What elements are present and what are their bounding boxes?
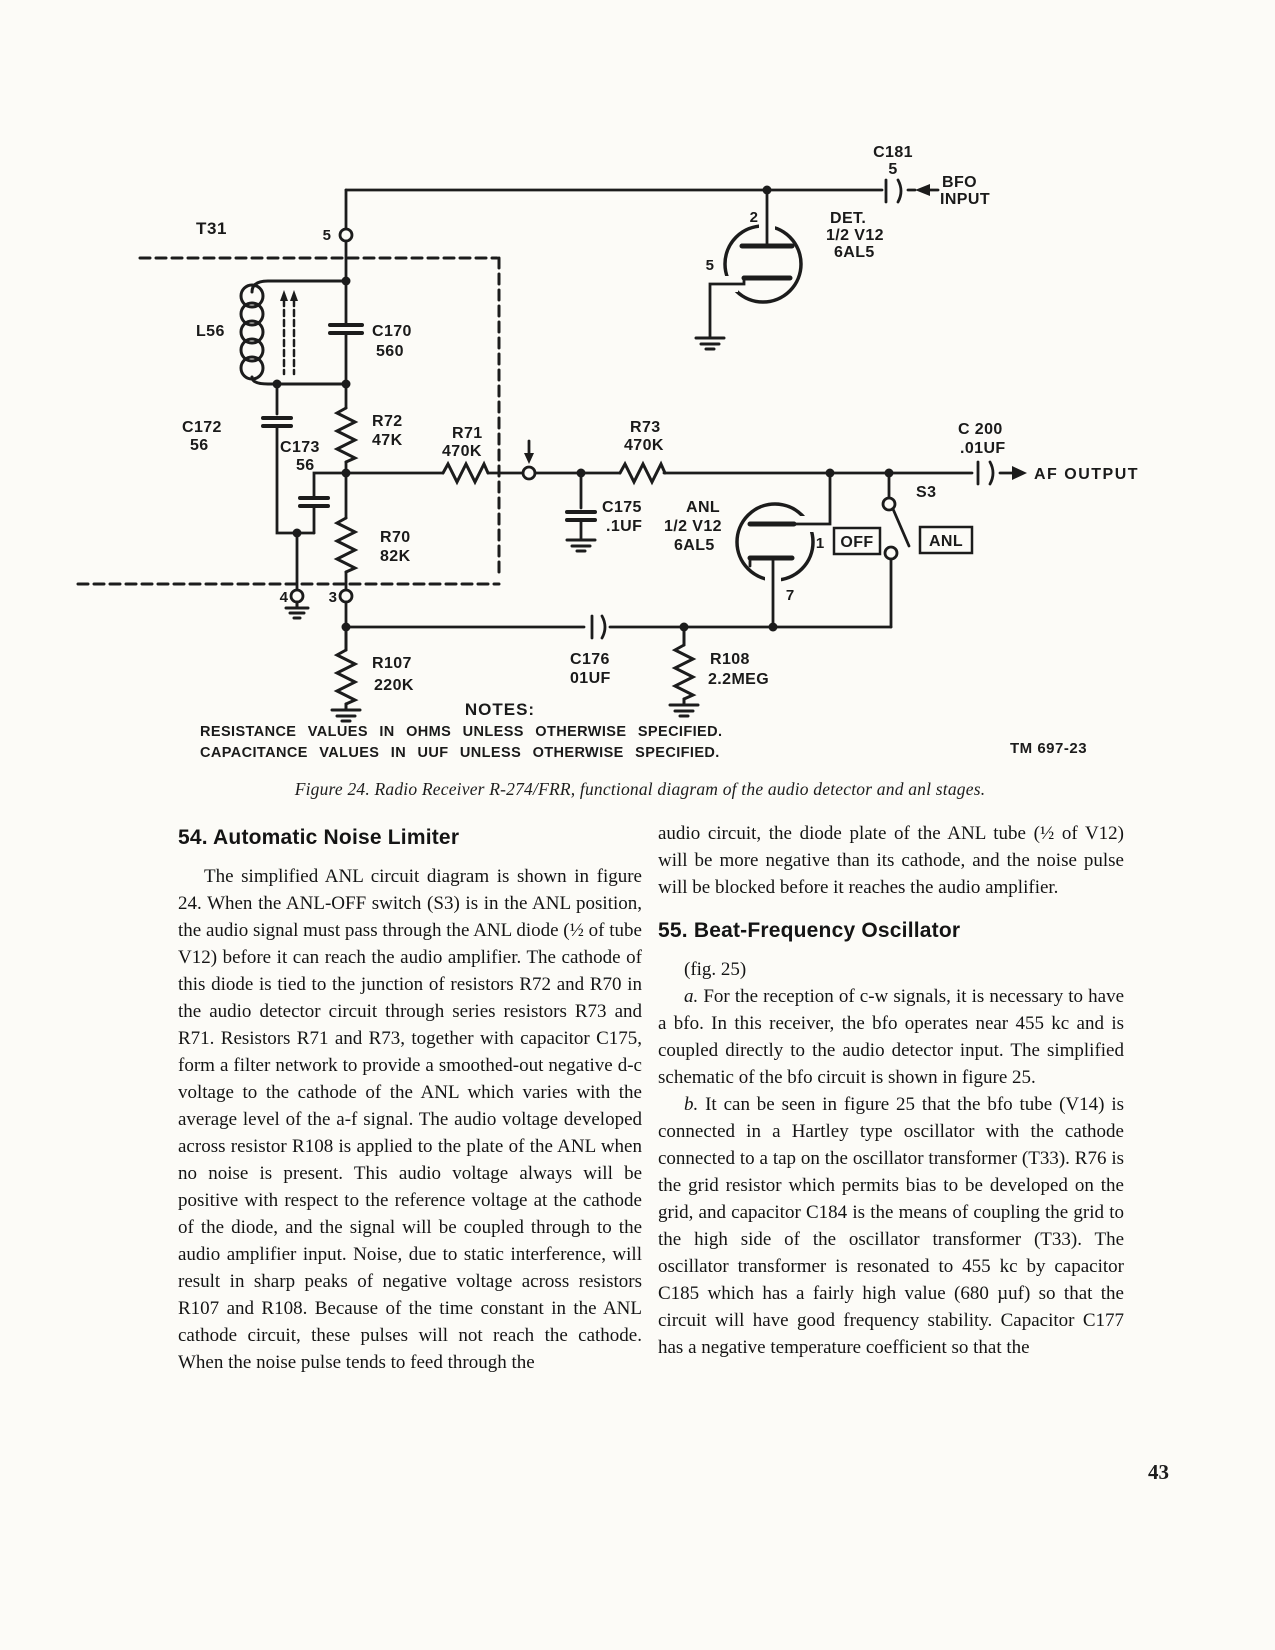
section-54-paragraph: The simplified ANL circuit diagram is shown in figure 24. When the ANL-OFF switch (S3) is in the ANL position, the audio signal must pass through the ANL diode (½ of tube V12) before it can reach the audio amplifier. The cathode of this diode is tied to the junction of resistors R72 and R70 in the audio detector circuit through series resistors R73 and R71. Resistors R71 and R73, together with capacitor C175, form a filter network to provide a smoothed-out negative d-c voltage to the cathode of the ANL which varies with the average level of the a-f signal. The audio voltage developed across resistor R108 is applied to the plate of the ANL when no noise is present. This audio voltage always will be positive with respect to the reference voltage at the cathode of the diode, and the signal will be coupled through to the audio amplifier input. Noise, due to static interference, will result in sharp peaks of negative voltage across resistors R107 and R108. Because of the time constant in the ANL cathode circuit, these pulses will not reach the cathode. When the noise pulse tends to feed through the: [178, 866, 642, 1373]
resistor-r70: [337, 518, 355, 572]
section-54-continuation: audio circuit, the diode plate of the ANL tube (½ of V12) will be more negative than its cathode, and the noise pulse will be blocked before it reaches the audio amplifier.: [658, 823, 1124, 898]
bfo-arrow-icon: [915, 184, 930, 196]
label-det1: DET.: [830, 210, 867, 227]
label-anl3: 6AL5: [674, 537, 715, 554]
label-c200-val: .01UF: [960, 440, 1006, 457]
label-c172-ref: C172: [182, 419, 222, 436]
page-number: 43: [1148, 1460, 1169, 1484]
label-sw-off: OFF: [840, 534, 874, 551]
figure-caption: Figure 24. Radio Receiver R-274/FRR, functional diagram of the audio detector and anl stages.: [294, 779, 986, 799]
resistor-r73: [620, 464, 665, 482]
tm-reference: TM 697-23: [1010, 740, 1088, 757]
label-r71-ref: R71: [452, 425, 483, 442]
terminal-junction: [523, 467, 535, 479]
label-sw-anl: ANL: [928, 533, 964, 550]
label-term3: 3: [328, 589, 337, 606]
label-af-output: AF OUTPUT: [1034, 466, 1140, 483]
terminal-4: [291, 590, 303, 602]
label-det2: 1/2 V12: [826, 227, 884, 244]
transformer-boundary-dashed: [78, 258, 499, 584]
label-r73-ref: R73: [630, 419, 661, 436]
label-c172-val: 56: [190, 437, 209, 454]
ground-det-icon: [696, 338, 724, 349]
section-55-paragraph-a: [658, 983, 1124, 1091]
left-column: [178, 824, 642, 1376]
core-arrow-icon: [290, 290, 298, 301]
label-c176-val: 01UF: [570, 670, 611, 687]
capacitor-c181: [886, 180, 901, 202]
label-pin1: 1: [815, 535, 825, 552]
right-column: [658, 820, 1124, 1361]
label-r108-ref: R108: [710, 651, 750, 668]
label-c181-val: 5: [888, 161, 898, 178]
label-c170-ref: C170: [372, 323, 412, 340]
notes-heading: NOTES:: [464, 700, 536, 719]
label-r70-val: 82K: [380, 548, 411, 565]
af-output-arrow-icon: [1012, 466, 1027, 480]
label-c181-ref: C181: [873, 144, 913, 161]
label-pin7: 7: [785, 587, 795, 604]
label-term4: 4: [279, 589, 288, 606]
label-r107-val: 220K: [374, 677, 414, 694]
section-55-paragraph-b: [658, 1091, 1124, 1361]
core-arrow-icon: [280, 290, 288, 301]
label-s3: S3: [916, 484, 937, 501]
label-anl2: 1/2 V12: [664, 518, 722, 535]
section-55-heading: 55. Beat-Frequency Oscillator: [658, 919, 961, 942]
terminal-5: [340, 229, 352, 241]
terminal-3: [340, 590, 352, 602]
notes-line: CAPACITANCE VALUES IN UUF UNLESS OTHERWISE SPECIFIED.: [200, 745, 720, 761]
resistor-r71: [443, 464, 488, 482]
core-lines-icon: [284, 300, 294, 374]
label-c170-val: 560: [376, 343, 404, 360]
notes-line: RESISTANCE VALUES IN OHMS UNLESS OTHERWISE SPECIFIED.: [200, 724, 723, 740]
paragraph-b-label: b.: [684, 1094, 699, 1115]
ground-terminal4-icon: [286, 602, 308, 618]
section-54-heading: 54. Automatic Noise Limiter: [178, 826, 460, 849]
schematic-figure-24: [0, 0, 1275, 810]
label-r72-ref: R72: [372, 413, 403, 430]
label-c176-ref: C176: [570, 651, 610, 668]
label-r108-val: 2.2MEG: [708, 671, 770, 688]
label-pin5: 5: [705, 257, 714, 274]
resistor-r72: [337, 408, 355, 462]
label-r73-val: 470K: [624, 437, 664, 454]
resistor-r107: [337, 627, 355, 710]
label-r70-ref: R70: [380, 529, 411, 546]
figure-25-reference: (fig. 25): [684, 959, 747, 980]
label-anl1: ANL: [686, 499, 721, 516]
resistor-r108: [675, 627, 693, 705]
down-arrow-icon: [524, 441, 534, 464]
label-term5: 5: [322, 227, 331, 244]
capacitor-c200: [978, 462, 993, 484]
label-c175-val: .1UF: [606, 518, 643, 535]
paragraph-a-label: a.: [684, 986, 699, 1007]
paragraph-b-text: It can be seen in figure 25 that the bfo tube (V14) is connected in a Hartley type oscillator with the cathode connected to a tap on the oscillator transformer (T33). R76 is the grid resistor which permits bias to be developed on the grid, and capacitor C184 is the means of coupling the grid to the high side of the oscillator transformer (T33). The oscillator transformer is resonated to 455 kc by capacitor C185 which has a fairly high value (680 µuf) so that the circuit will have good frequency stability. Capacitor C177 has a negative temperature coefficient so that the: [658, 1094, 1124, 1358]
label-det3: 6AL5: [834, 244, 875, 261]
label-r107-ref: R107: [372, 655, 412, 672]
capacitor-c175-branch: [567, 473, 595, 540]
capacitor-c176: [592, 616, 605, 638]
label-r71-val: 470K: [442, 443, 482, 460]
paragraph-a-text: For the reception of c-w signals, it is necessary to have a bfo. In this receiver, the bfo operates near 455 kc and is coupled directly to the audio detector input. The simplified schematic of the bfo circuit is shown in figure 25.: [658, 986, 1125, 1088]
label-bfo2: INPUT: [940, 191, 990, 208]
label-c173-val: 56: [296, 457, 315, 474]
label-pin2: 2: [749, 209, 758, 226]
ground-c175-icon: [567, 540, 595, 551]
label-c173-ref: C173: [280, 439, 320, 456]
label-r72-val: 47K: [372, 432, 403, 449]
notes-block: [200, 700, 800, 766]
label-c175-ref: C175: [602, 499, 642, 516]
label-t31: T31: [196, 219, 228, 238]
label-c200-ref: C 200: [958, 421, 1003, 438]
label-l56: L56: [196, 323, 225, 340]
switch-s3: [883, 473, 909, 627]
label-bfo1: BFO: [942, 174, 977, 191]
